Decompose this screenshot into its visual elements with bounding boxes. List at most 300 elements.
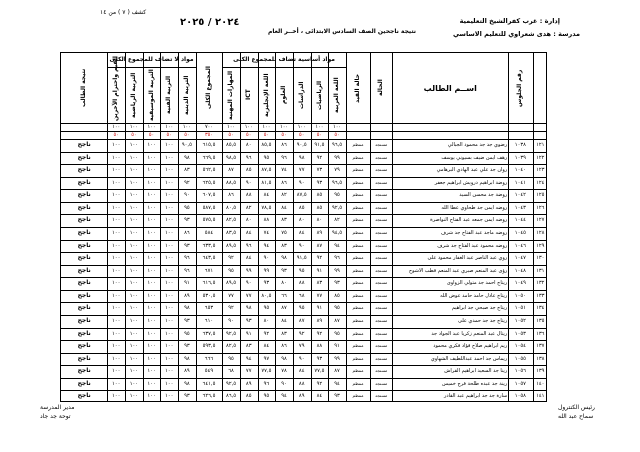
table-cell: مستجد (375, 305, 388, 311)
student-name: ريتاج عادل حامد حامد عوض الله (440, 292, 508, 299)
table-cell: ٧٤ (281, 167, 287, 174)
table-cell: ٩٣ (263, 280, 270, 287)
core-group-title: مواد أساسية تضاف للمجموع الكلى (233, 56, 335, 63)
table-cell: ١٠٠ (129, 318, 139, 324)
table-cell: ٦٧١ (204, 267, 214, 274)
result-cell: ناجح (77, 291, 91, 299)
table-cell: ٨٨ (298, 380, 305, 387)
table-cell: ٩٣ (184, 318, 190, 324)
school-label: مدرسة : هدى شعراوي للتعليم الاساسي (452, 30, 580, 38)
table-cell: ٩٥ (228, 267, 234, 274)
table-cell: ٦٣٧,٥ (202, 330, 216, 337)
table-cell: ١٠٠ (112, 204, 121, 211)
table-cell: ١٠٠ (147, 192, 156, 199)
table-cell: ٩١ (184, 280, 190, 287)
table-cell: ٩٨,٥ (226, 154, 237, 161)
table-cell: ٦٨ (228, 368, 234, 375)
table-cell: ٩٣ (281, 267, 287, 274)
table-cell: ١٠٠ (165, 154, 174, 161)
table-cell: ٧٧ (245, 368, 252, 375)
table-cell: ٨٥ (245, 393, 252, 400)
table-cell: مستجد (375, 355, 388, 361)
table-cell: مستجد (375, 255, 388, 261)
table-cell: ١٠٠ (165, 330, 174, 337)
table-cell: مستجد (375, 179, 388, 185)
table-cell: ١٠٠ (147, 204, 156, 211)
principal-title: مدير المدرسة (40, 404, 75, 411)
student-name: روضه ايمن جمعه عبد الفتاح النواصرة (430, 217, 508, 224)
result-cell: ناجح (77, 354, 91, 362)
table-cell: ١٠٠ (129, 280, 139, 287)
result-cell: ناجح (77, 203, 91, 211)
result-cell: ناجح (77, 191, 91, 199)
table-cell: ١٠٤٣ (514, 204, 526, 211)
table-cell: منتظم (352, 305, 364, 311)
table-cell: ١٠٠ (112, 179, 121, 186)
table-cell: ١٠٠ (165, 280, 174, 287)
table-cell: ٨٨ (245, 192, 252, 199)
min-score-cell: ٥٠ (316, 132, 323, 138)
table-cell: ١٠٠ (129, 242, 139, 249)
min-score-cell: ٥٠ (113, 132, 119, 138)
table-cell: ٨٣ (245, 343, 252, 350)
table-cell: ٩٠ (263, 255, 270, 262)
table-cell: ١٠٠ (165, 179, 174, 186)
table-cell: ٨٧ (281, 305, 287, 312)
table-cell: منتظم (352, 292, 364, 298)
table-cell: ٨٩ (316, 318, 323, 324)
table-cell: ٩٩ (334, 355, 340, 362)
table-cell: ٨٦ (281, 142, 287, 148)
table-cell: ١٠٤٤ (514, 217, 526, 224)
table-cell: ٨٣ (316, 280, 323, 287)
table-cell: ٩٤ (334, 380, 340, 387)
table-cell: ٥٧٥,٥ (202, 217, 216, 224)
min-score-cell: ٥٠ (184, 132, 190, 138)
table-cell: ١٠٠ (147, 355, 156, 362)
table-cell: ٨٥,٥ (226, 142, 237, 148)
student-name: روضه محمود عبد الفتاح جد شرف (437, 242, 508, 249)
table-cell: ٦٤٣,٥ (202, 255, 216, 262)
table-cell: ٩٩ (334, 267, 340, 274)
table-cell: ٨٤ (263, 343, 270, 350)
table-cell: ١٠٠ (165, 255, 174, 262)
student-name: روضة ابراهيم درويش ابراهيم جعفر (434, 179, 508, 186)
table-cell: ٧٩ (298, 343, 305, 350)
table-cell: ١٢٤ (536, 179, 545, 186)
col-header-english: اللغة الإنجليزية (262, 73, 270, 117)
table-cell: ٩٦ (184, 267, 190, 274)
control-head-name: سماح عبد الله (558, 413, 594, 420)
student-name: روضة جد محسن السيد (459, 192, 508, 199)
table-cell: ١٣٧ (536, 343, 545, 350)
table-cell: ٨٨,٥ (226, 179, 237, 186)
max-score-cell: ١٠٠ (280, 124, 289, 130)
admin-label: إدارة : غرب كفرالشيخ التعليمية (459, 17, 560, 25)
table-cell: ٨٢,٥ (226, 343, 237, 350)
table-cell: ٩١,٥ (296, 255, 307, 262)
col-header-seat: رقم الجلوس (516, 69, 524, 107)
table-cell: ٩٣ (316, 179, 323, 186)
col-header-enroll: حالة القيد (353, 73, 361, 103)
result-cell: ناجح (77, 166, 91, 174)
table-cell: مستجد (375, 230, 388, 235)
table-cell: ٩٣ (184, 217, 190, 224)
table-cell: ٩٠ (298, 179, 305, 186)
table-cell: ٨٤ (263, 192, 270, 199)
student-name: ريتاج احمد جد متولي الزواوى (446, 280, 508, 287)
table-cell: ٩٠ (245, 280, 252, 287)
result-cell: ناجح (77, 241, 91, 249)
student-name: رينة جد عبده طلحة فرج خميس (442, 380, 508, 387)
min-score-cell: ٥٠ (334, 132, 340, 138)
max-score-cell: ١٠٠ (297, 124, 306, 130)
table-cell: ٥٣٠,٥ (202, 292, 216, 299)
table-cell: ١٠٤٢ (514, 192, 526, 199)
table-cell: منتظم (352, 192, 364, 198)
table-cell: ٨٤ (316, 393, 323, 400)
table-cell: ٨٠,٥ (261, 292, 272, 299)
student-name: ريم ابراهيم صلاح فؤاد فكري محمود (433, 343, 508, 350)
table-cell: ٩٢ (316, 255, 323, 262)
col-header-art: التربية الفنية (165, 75, 173, 115)
table-cell: منتظم (352, 230, 364, 235)
table-cell: ١٠٠ (147, 154, 156, 161)
table-cell: ٩٠ (184, 192, 190, 199)
table-cell: ٩٢ (316, 330, 323, 337)
table-cell: ٨٩ (298, 393, 305, 400)
table-cell: ٨٥ (316, 204, 323, 211)
table-cell: ٨٩,٥ (226, 242, 237, 249)
table-cell: ٩٤ (281, 393, 287, 400)
table-cell: ٨٢,٥ (226, 217, 237, 224)
table-cell: ١٠٠ (112, 355, 121, 362)
table-cell: ٨٧ (228, 167, 234, 174)
table-cell: ٩٤ (263, 242, 270, 249)
table-cell: ١٢٢ (536, 154, 545, 161)
table-cell: ٨٠ (316, 217, 323, 224)
table-cell: ٩٢ (316, 380, 323, 387)
table-cell: ١٠٥٨ (514, 393, 526, 400)
table-cell: منتظم (352, 167, 364, 173)
table-cell: ١٠٠ (147, 267, 156, 274)
table-cell: ٥٨٧,٥ (202, 204, 216, 211)
table-cell: ٥٩٣,٥ (202, 343, 216, 350)
table-cell: ١٣١ (536, 267, 545, 274)
table-cell: ٧٧ (228, 292, 234, 299)
max-score-cell: ١٠٠ (182, 124, 191, 130)
result-cell: ناجح (77, 229, 91, 236)
table-cell: ١٠٠ (165, 192, 174, 199)
table-cell: مستجد (375, 167, 388, 173)
table-cell: مستجد (375, 368, 388, 374)
table-cell: ١٠٠ (112, 192, 121, 199)
max-score-cell: ١٠٠ (315, 124, 324, 130)
table-cell: ١٠٠ (147, 179, 156, 186)
table-cell: ١٠٠ (147, 305, 156, 312)
table-cell: ١٤٠ (536, 380, 545, 387)
table-cell: ٧٨,٥ (261, 204, 272, 211)
table-cell: ٨٦,٥ (226, 393, 237, 400)
table-cell: ١٣٢ (536, 280, 545, 287)
table-cell: ١٠٠ (147, 217, 156, 224)
table-cell: ٨٨ (316, 343, 323, 350)
col-header-status: الحالة (377, 79, 385, 97)
table-cell: ١٠٠ (112, 330, 121, 337)
table-cell: منتظم (352, 318, 364, 323)
table-cell: ١٠٠ (129, 204, 139, 211)
table-cell: ١٠٠ (129, 355, 139, 362)
table-cell: ٨٤ (298, 368, 305, 375)
table-cell: ١٠٠ (129, 230, 139, 236)
min-score-cell: ٥٠ (148, 132, 155, 138)
table-cell: ١٠٠ (129, 154, 139, 161)
table-cell: ٩٣ (184, 393, 190, 400)
table-cell: ١٠٠ (147, 255, 156, 262)
table-cell: منتظم (352, 368, 364, 374)
table-cell: ١٠٠ (165, 217, 174, 224)
table-cell: ١٣٩ (536, 368, 545, 375)
table-cell: مستجد (375, 292, 388, 298)
table-cell: ١٠٠ (165, 305, 174, 312)
table-cell: ١٠٣٩ (514, 154, 526, 161)
noncore-group-title: مواد لا تضاف للمجموع الكلى (109, 56, 194, 63)
table-cell: ١٠٠ (165, 368, 174, 375)
table-cell: ٨٤ (245, 230, 252, 236)
max-score-cell: ١٠٠ (244, 124, 253, 130)
table-cell: ٩٥ (263, 393, 270, 400)
table-cell: ١٢٨ (536, 230, 545, 236)
table-cell: ٨٦ (228, 192, 234, 199)
student-name: رضوي جد جد محمود الجبالي (447, 142, 508, 148)
table-cell: ٦٦٩,٥ (202, 154, 216, 161)
table-cell: ٩١ (245, 330, 252, 337)
table-cell: ١٠٠ (112, 217, 121, 224)
table-cell: منتظم (352, 355, 364, 361)
table-cell: ٩٥ (263, 305, 270, 312)
table-cell: ١٠٠ (112, 230, 121, 236)
result-cell: ناجح (77, 279, 91, 287)
table-cell: ١٢٩ (536, 242, 545, 249)
table-cell: ٩٦ (281, 154, 287, 161)
table-cell: ٩٨ (298, 154, 305, 161)
student-name: رينا جد السعيد ابراهيم القراش (444, 368, 508, 375)
col-header-religion: التربية الدينية (183, 75, 191, 115)
table-cell: ٨٩,٥ (226, 280, 237, 287)
table-cell: ٨١,٥ (261, 179, 272, 186)
table-cell: ٨٧,٥ (261, 167, 272, 174)
table-cell: منتظم (352, 343, 364, 349)
table-cell: ١٠٠ (129, 343, 139, 350)
table-cell: ١٠٠ (129, 305, 139, 312)
table-cell: ١٠٠ (112, 343, 121, 350)
table-cell: ٩٠,٥ (181, 142, 192, 148)
table-cell: منتظم (352, 380, 364, 386)
table-cell: ٩٣ (184, 343, 190, 350)
table-cell: ١٠٠ (112, 292, 121, 299)
min-score-cell: ٥٠ (246, 132, 252, 138)
table-cell: ١٣٥ (536, 318, 545, 324)
table-cell: مستجد (375, 280, 388, 286)
table-cell: ١٠٠ (129, 167, 139, 174)
table-cell: ١٠٥٦ (514, 368, 526, 375)
table-cell: ٩٠ (228, 318, 234, 324)
col-header-ict: ICT (244, 89, 252, 101)
min-score-cell: ٣٥٠ (204, 132, 213, 138)
table-cell: ١٢٦ (536, 204, 545, 211)
table-cell: ١٠٠ (165, 380, 174, 387)
table-cell: ٨٠ (263, 318, 270, 324)
table-cell: ٧٥ (281, 230, 287, 236)
student-name: ريتاج جد جد حمدي على (458, 318, 508, 324)
table-cell: ٨٥ (316, 192, 323, 199)
table-cell: ٨٨ (298, 280, 305, 287)
table-cell: مستجد (375, 217, 388, 223)
table-cell: ٨٣,٥ (226, 230, 237, 236)
table-cell: ٩٥ (228, 355, 234, 362)
table-cell: ٥٦٢,٥ (202, 167, 216, 174)
table-cell: ١٠٠ (165, 318, 174, 324)
table-cell: مستجد (375, 242, 388, 248)
table-cell: ١٠٠ (112, 242, 121, 249)
table-cell: ١٠٠ (147, 343, 156, 350)
table-cell: منتظم (352, 154, 364, 160)
result-cell: ناجح (77, 317, 91, 324)
table-cell: ١٠٠ (129, 192, 139, 199)
result-cell: ناجح (77, 153, 91, 161)
table-cell: ٨٤ (281, 204, 287, 211)
table-cell: ٩٠ (281, 380, 287, 387)
max-score-cell: ١٠٠ (147, 124, 156, 130)
table-cell: ١٠٠ (129, 179, 139, 186)
table-cell: ١٠٥٢ (514, 318, 526, 324)
table-cell: ٩٦ (245, 154, 252, 161)
min-score-cell: ٥٠ (166, 132, 172, 138)
table-cell: ١٠٠ (147, 368, 156, 375)
table-cell: ١٠٠ (147, 142, 156, 148)
table-cell: ١٠٠ (129, 330, 139, 337)
table-cell: ١٠٥٧ (514, 380, 526, 387)
table-cell: ٦٢٥,٥ (202, 179, 216, 186)
table-cell: ٨٠,٥ (226, 204, 237, 211)
table-cell: ١٠٠ (129, 292, 139, 299)
table-cell: ٩٢,٥ (226, 380, 237, 387)
group-underline (222, 67, 346, 68)
table-cell: ٨٣ (184, 167, 190, 174)
result-cell: ناجح (77, 266, 91, 274)
student-name: روضه ايمن جد طحاوي عطا الله (441, 204, 508, 211)
result-cell: ناجح (77, 367, 91, 375)
table-cell: ٧٩ (334, 167, 340, 174)
table-cell: ١٠٠ (147, 280, 156, 287)
table-cell: مستجد (375, 267, 388, 273)
student-name: سارة جد جد ابراهيم عبد القادر (443, 393, 508, 400)
table-cell: مستجد (375, 343, 388, 349)
table-cell: ١٠٠ (147, 167, 156, 174)
table-cell: ٨٥,٥ (261, 142, 272, 148)
table-cell: ٨٤ (281, 318, 287, 324)
table-cell: ٨٢ (245, 204, 252, 211)
result-cell: ناجح (77, 392, 91, 400)
max-score-cell: ١٠٠ (129, 124, 138, 130)
max-score-cell: ١٠٠ (262, 124, 271, 130)
table-cell: ٩١ (316, 267, 323, 274)
table-cell: ٩٠,٥ (296, 142, 307, 148)
table-cell: ١٠٠ (112, 154, 121, 161)
table-cell: ١٠٥١ (514, 305, 526, 312)
table-cell: ١٠٠ (165, 393, 174, 400)
table-cell: منتظم (352, 267, 364, 273)
table-cell: ١٠٤٨ (514, 267, 526, 274)
table-cell: ٥٨٤ (204, 230, 214, 236)
table-cell: ٩٩ (334, 154, 340, 161)
table-cell: ٩٦,٥ (332, 179, 343, 186)
table-cell: ١٠٠ (112, 368, 121, 375)
table-cell: ٨٤ (298, 230, 305, 236)
table-cell: ١٠٤١ (514, 179, 526, 186)
table-cell: ١٢١ (536, 142, 545, 148)
table-cell: ٨٠ (245, 142, 252, 148)
table-cell: مستجد (375, 330, 388, 336)
table-cell: ١٠٠ (129, 255, 139, 262)
table-cell: ٦٦ (281, 292, 287, 299)
table-cell: ١٠٠ (165, 355, 174, 362)
table-cell: ٩٩ (245, 267, 252, 274)
table-cell: ١٠٠ (147, 330, 156, 337)
table-cell: ٧٧ (298, 167, 305, 174)
table-cell: ٩٥ (184, 204, 190, 211)
table-cell: ١٢٥ (536, 192, 545, 199)
table-cell: ٩٠ (245, 179, 252, 186)
table-cell: منتظم (352, 330, 364, 336)
table-cell: ١٠٠ (129, 380, 139, 387)
max-score-cell: ١٠٠ (112, 124, 121, 130)
table-cell: ٨٧ (316, 242, 323, 249)
min-score-cell: ٥٠ (263, 132, 270, 138)
table-cell: ٩٨ (184, 380, 190, 387)
report-year: ٢٠٢٤ / ٢٠٢٥ (180, 17, 240, 28)
result-cell: ناجح (77, 254, 91, 262)
table-cell: ٩٠ (298, 242, 305, 249)
student-name: ريماس جد احمد عبداللطيف الشهاوي (430, 355, 508, 362)
table-cell: ٦٣٣,٥ (202, 242, 216, 249)
table-cell: ٩٥ (334, 192, 340, 199)
student-name: رهف ايمن ضيف بسيوني يوسف (441, 154, 508, 161)
col-header-name: اســم الطالب (423, 84, 477, 93)
table-cell: ٨٠ (281, 280, 287, 287)
table-cell: ٨٢ (281, 192, 287, 199)
table-cell: ١٠٠ (165, 230, 174, 236)
table-cell: ١٢٣ (536, 167, 545, 174)
table-cell: ١٠٠ (129, 142, 139, 148)
table-cell: ٩٣ (316, 355, 323, 362)
table-cell: مستجد (375, 192, 388, 198)
table-cell: منتظم (352, 142, 364, 147)
student-name: ريتاج جد صبحي جد ابراهيم (451, 305, 508, 312)
table-cell: ١٠٠ (112, 142, 121, 148)
table-cell: ١٠٠ (112, 280, 121, 287)
table-cell: ٩١ (316, 305, 323, 312)
table-cell: ١٠٠ (112, 167, 121, 174)
result-cell: ناجح (77, 141, 91, 148)
table-cell: ٦١٠ (204, 318, 214, 324)
table-cell: ١٠٣٨ (514, 142, 526, 148)
table-cell: ٩٨ (281, 255, 287, 262)
table-cell: ٦٢٦,٥ (202, 393, 216, 400)
table-cell: ١٠٠ (147, 242, 156, 249)
table-cell: ٩٣ (334, 280, 340, 287)
table-cell: ١٠٤٥ (514, 230, 526, 236)
